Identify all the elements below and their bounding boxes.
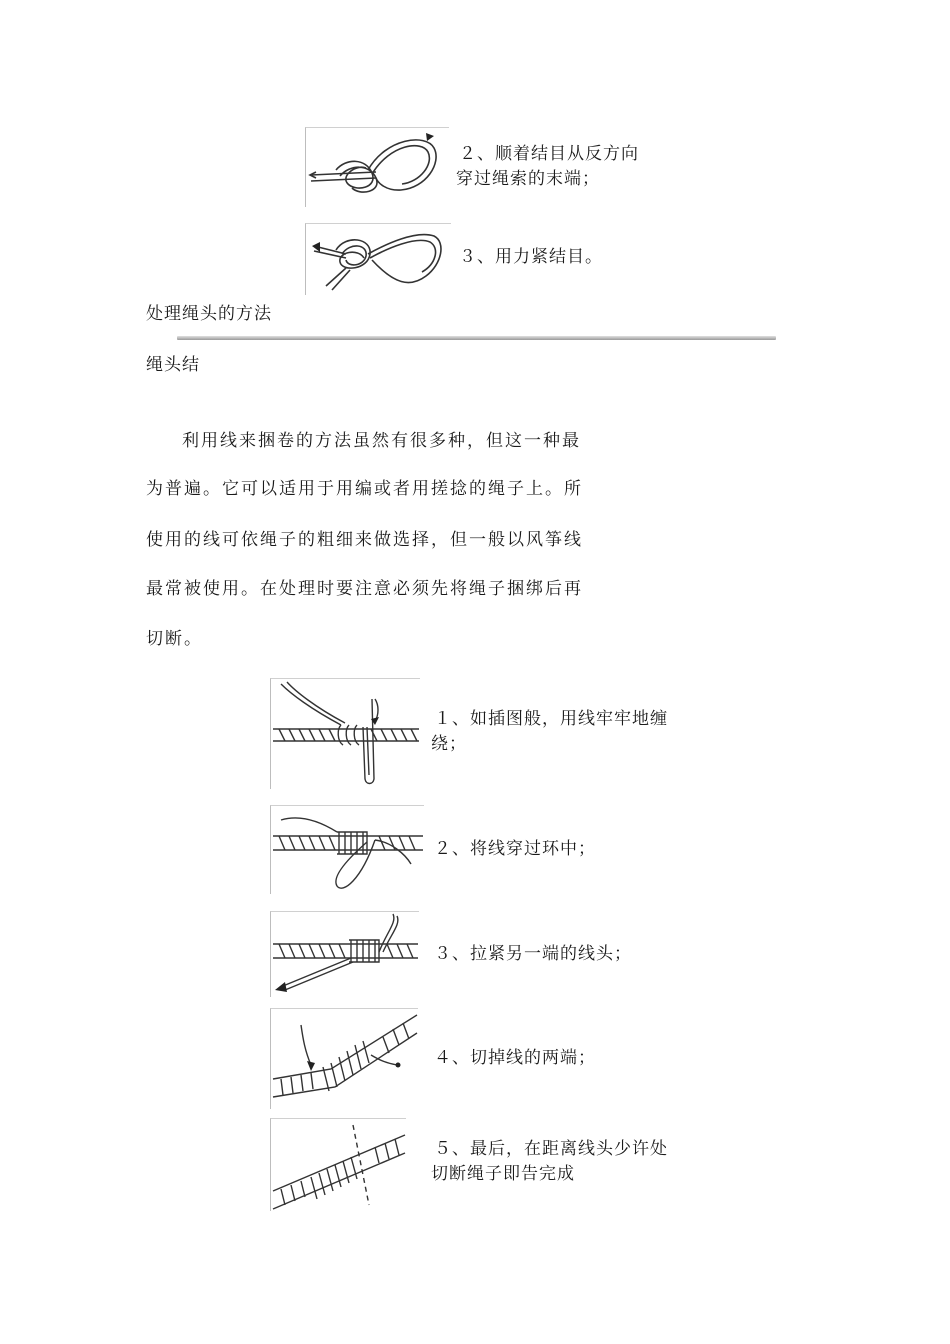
whipping-step-1-illustration xyxy=(270,678,420,789)
whipping-step-5-caption-line-1: ５、最后，在距离线头少许处 xyxy=(434,1139,668,1159)
paragraph-line-5: 切断。 xyxy=(146,629,203,649)
whipping-step-1-caption-line-1: １、如插图般，用线牢牢地缠 xyxy=(434,709,668,729)
knot-step-2-caption-line-2: 穿过绳索的末端； xyxy=(456,169,600,189)
paragraph-line-4: 最常被使用。在处理时要注意必须先将绳子捆绑后再 xyxy=(146,579,583,599)
whipping-step-2-caption: ２、将线穿过环中； xyxy=(434,839,596,859)
section-title: 处理绳头的方法 xyxy=(146,304,272,324)
knot-step-3-caption: ３、用力紧结目。 xyxy=(459,247,603,267)
whipping-step-5-illustration xyxy=(270,1118,406,1211)
whipping-step-1-caption-line-2: 绕； xyxy=(431,734,467,754)
knot-step-2-illustration xyxy=(305,127,449,207)
paragraph-line-3: 使用的线可依绳子的粗细来做选择，但一般以风筝线 xyxy=(146,530,583,550)
knot-step-2-caption-line-1: ２、顺着结目从反方向 xyxy=(459,144,639,164)
whipping-step-2-illustration xyxy=(270,805,424,894)
whipping-step-3-caption: ３、拉紧另一端的线头； xyxy=(434,944,632,964)
whipping-step-4-caption: ４、切掉线的两端； xyxy=(434,1048,596,1068)
whipping-step-3-illustration xyxy=(270,911,419,997)
section-subtitle: 绳头结 xyxy=(146,355,200,375)
whipping-step-5-caption-line-2: 切断绳子即告完成 xyxy=(431,1164,575,1184)
knot-step-3-illustration xyxy=(305,223,451,295)
paragraph-line-1: 利用线来捆卷的方法虽然有很多种，但这一种最 xyxy=(182,431,581,451)
paragraph-line-2: 为普遍。它可以适用于用编或者用搓捻的绳子上。所 xyxy=(146,479,583,499)
whipping-step-4-illustration xyxy=(270,1008,418,1109)
section-divider xyxy=(177,336,776,340)
